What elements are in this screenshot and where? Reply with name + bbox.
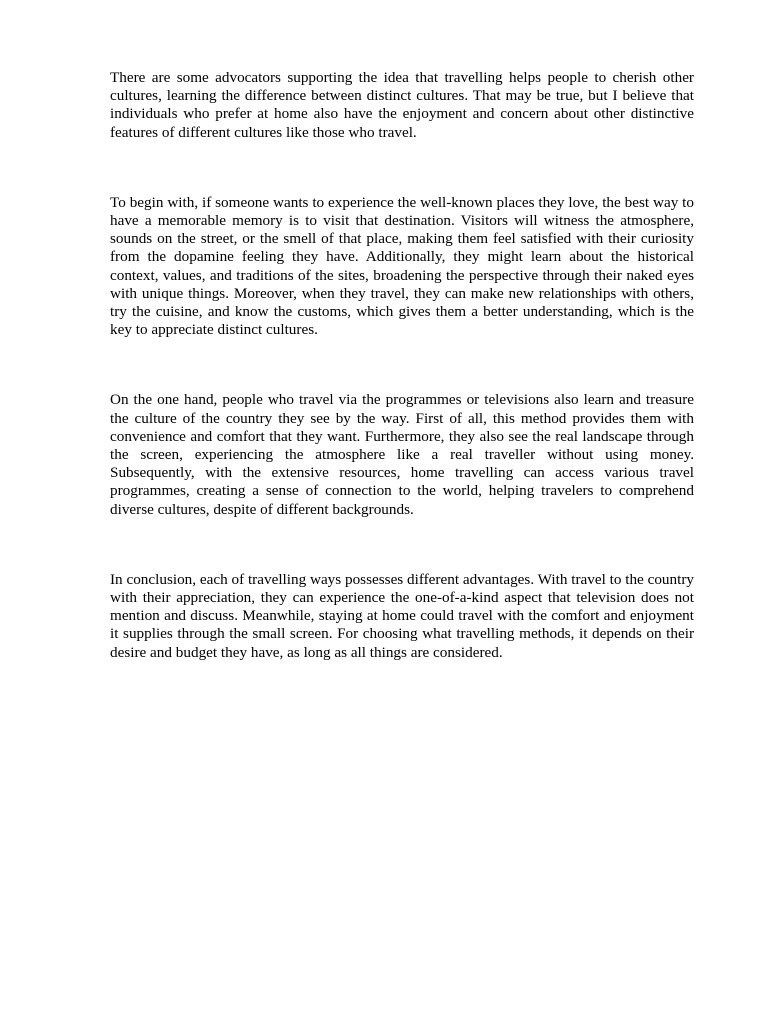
intro-paragraph: There are some advocators supporting the idea that travelling helps people to cherish other cultures, learning the difference between distinct cultures. That may be true, but I believe that individuals who prefer at home also have the enjoyment and concern about other distinctive features of different cultures like those who travel. xyxy=(110,69,694,141)
body-paragraph-home: On the one hand, people who travel via the programmes or televisions also learn and treasure the culture of the country they see by the way. First of all, this method provides them with convenience and comfort that they want. Furthermore, they also see the real landscape through the screen, experiencing the atmosphere like a real traveller without using money. Subsequently, with the extensive resources, home travelling can access various travel programmes, creating a sense of connection to the world, helping travelers to comprehend diverse cultures, despite of different backgrounds. xyxy=(110,391,694,518)
document-body xyxy=(110,69,694,662)
conclusion-paragraph: In conclusion, each of travelling ways possesses different advantages. With travel to the country with their appreciation, they can experience the one-of-a-kind aspect that television does not mention and discuss. Meanwhile, staying at home could travel with the comfort and enjoyment it supplies through the small screen. For choosing what travelling methods, it depends on their desire and budget they have, as long as all things are considered. xyxy=(110,570,694,661)
body-paragraph-travel: To begin with, if someone wants to experience the well-known places they love, the best way to have a memorable memory is to visit that destination. Visitors will witness the atmosphere, sounds on the street, or the smell of that place, making them feel satisfied with their curiosity from the dopamine feeling they have. Additionally, they might learn about the historical context, values, and traditions of the sites, broadening the perspective through their naked eyes with unique things. Moreover, when they travel, they can make new relationships with others, try the cuisine, and know the customs, which gives them a better understanding, which is the key to appreciate distinct cultures. xyxy=(110,193,694,339)
